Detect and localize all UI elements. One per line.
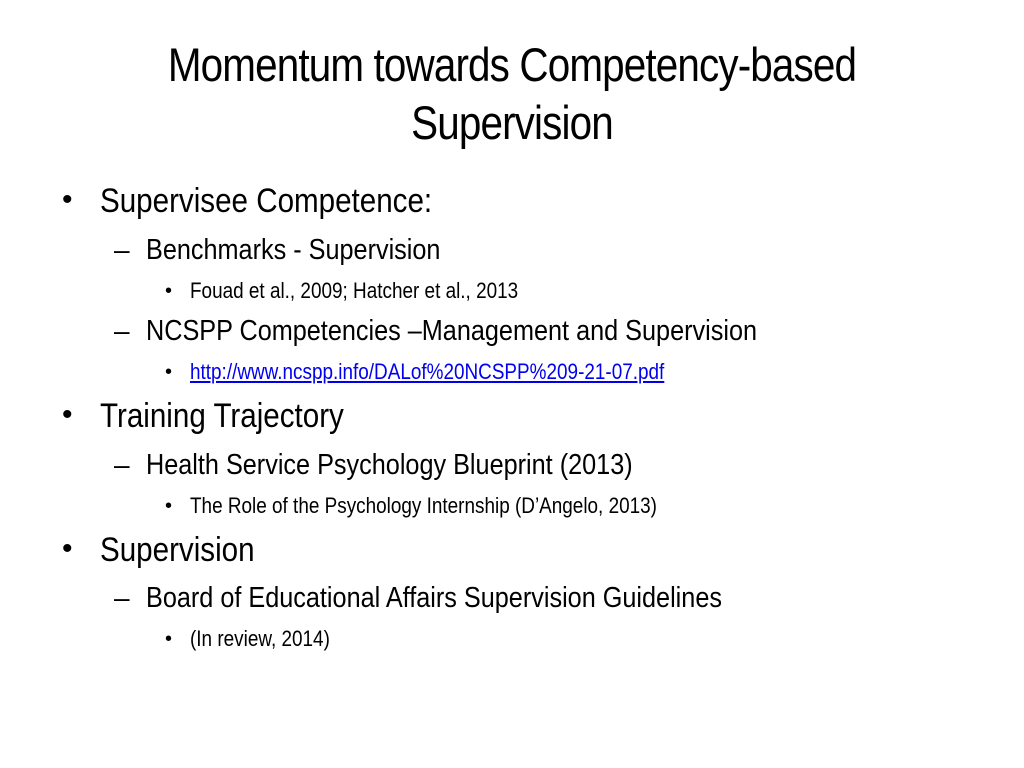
bullet-icon: •: [165, 361, 173, 383]
bullet-level3: (In review, 2014): [190, 626, 330, 651]
bullet-icon: •: [62, 532, 73, 565]
dash-icon: –: [114, 315, 130, 346]
bullet-level2: Benchmarks - Supervision: [146, 234, 441, 266]
bullet-level1: Supervisee Competence:: [100, 182, 433, 220]
bullet-level3: The Role of the Psychology Internship (D’Angelo, 2013): [190, 493, 657, 518]
bullet-level2: Board of Educational Affairs Supervision Guidelines: [146, 582, 722, 614]
bullet-icon: •: [62, 183, 73, 216]
bullet-icon: •: [165, 628, 173, 650]
bullet-level2: NCSPP Competencies –Management and Supervision: [146, 315, 758, 347]
bullet-icon: •: [62, 398, 73, 431]
slide-title-line-1: Momentum towards Competency-based: [167, 38, 857, 91]
ncspp-link[interactable]: http://www.ncspp.info/DALof%20NCSPP%209-21-07.pdf: [190, 359, 665, 384]
dash-icon: –: [114, 582, 130, 613]
bullet-level2: Health Service Psychology Blueprint (2013): [146, 449, 633, 481]
bullet-level3: Fouad et al., 2009; Hatcher et al., 2013: [190, 278, 519, 303]
slide-title-line-2: Supervision: [411, 96, 613, 149]
bullet-level1: Supervision: [100, 531, 255, 569]
bullet-level1: Training Trajectory: [100, 397, 344, 435]
dash-icon: –: [114, 234, 130, 265]
bullet-icon: •: [165, 280, 173, 302]
dash-icon: –: [114, 449, 130, 480]
bullet-icon: •: [165, 495, 173, 517]
